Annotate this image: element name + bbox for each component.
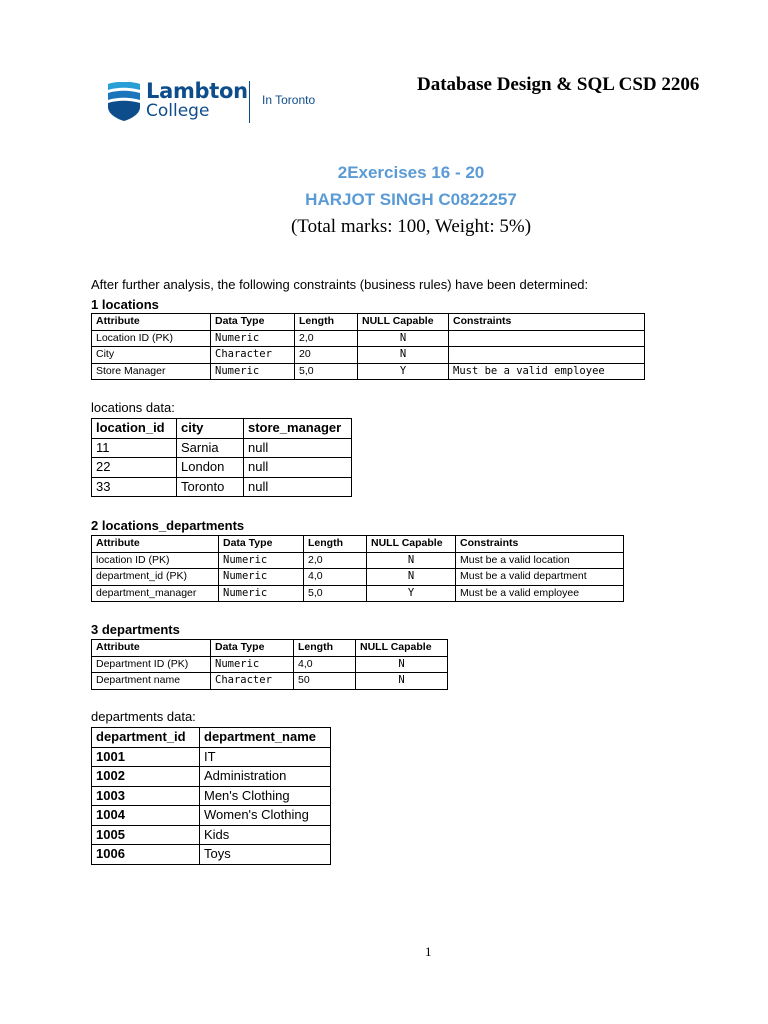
column-header: Data Type <box>219 536 304 553</box>
column-header: Data Type <box>211 314 295 331</box>
column-header: city <box>177 419 244 439</box>
table-cell: 22 <box>92 458 177 478</box>
table-row <box>92 673 448 690</box>
table-row <box>92 806 331 826</box>
table-cell: 20 <box>295 347 358 364</box>
table-header-row <box>92 314 645 331</box>
logo-subtitle: College <box>146 101 210 121</box>
table-cell: 1005 <box>92 825 200 845</box>
departments-schema-table <box>91 639 448 690</box>
table-cell <box>449 330 645 347</box>
table-cell: N <box>356 656 448 673</box>
table-row <box>92 747 331 767</box>
table-row <box>92 786 331 806</box>
departments-heading: 3 departments <box>91 622 180 637</box>
logo-shield-icon <box>107 82 141 122</box>
table-cell: 50 <box>294 673 356 690</box>
total-marks: (Total marks: 100, Weight: 5%) <box>290 216 532 237</box>
table-cell <box>449 347 645 364</box>
table-cell: Character <box>211 347 295 364</box>
table-cell: Numeric <box>211 656 294 673</box>
table-cell: N <box>367 569 456 586</box>
table-cell: Toronto <box>177 477 244 497</box>
logo-wordmark: Lambton <box>146 79 248 103</box>
table-cell: Numeric <box>219 585 304 602</box>
table-cell: Character <box>211 673 294 690</box>
table-cell: department_id (PK) <box>92 569 219 586</box>
table-row <box>92 656 448 673</box>
table-cell: City <box>92 347 211 364</box>
table-row <box>92 585 624 602</box>
column-header: Data Type <box>211 640 294 657</box>
table-cell: 1002 <box>92 767 200 787</box>
table-cell: null <box>244 438 352 458</box>
column-header: Constraints <box>449 314 645 331</box>
locations-departments-heading: 2 locations_departments <box>91 518 245 533</box>
table-row <box>92 363 645 380</box>
table-cell: Store Manager <box>92 363 211 380</box>
column-header: Length <box>294 640 356 657</box>
table-cell: Numeric <box>211 363 295 380</box>
departments-data-caption: departments data: <box>91 709 196 724</box>
table-cell: Department ID (PK) <box>92 656 211 673</box>
logo-tagline: In Toronto <box>262 93 316 107</box>
column-header: Attribute <box>92 640 211 657</box>
table-cell: Numeric <box>211 330 295 347</box>
table-header-row <box>92 419 352 439</box>
table-row <box>92 458 352 478</box>
table-cell: 11 <box>92 438 177 458</box>
table-cell: 33 <box>92 477 177 497</box>
table-cell: 1003 <box>92 786 200 806</box>
table-row <box>92 569 624 586</box>
table-cell: 1006 <box>92 845 200 865</box>
table-cell: N <box>367 552 456 569</box>
column-header: Length <box>295 314 358 331</box>
logo-divider <box>249 81 250 123</box>
table-row <box>92 477 352 497</box>
table-cell: Must be a valid department <box>456 569 624 586</box>
table-cell: 5,0 <box>295 363 358 380</box>
locations-data-caption: locations data: <box>91 400 175 415</box>
table-cell: Y <box>358 363 449 380</box>
departments-data-table <box>91 727 331 865</box>
course-title: Database Design & SQL CSD 2206 <box>417 74 700 95</box>
table-row <box>92 552 624 569</box>
table-cell: N <box>356 673 448 690</box>
table-cell: Sarnia <box>177 438 244 458</box>
table-cell: 2,0 <box>304 552 367 569</box>
intro-paragraph: After further analysis, the following constraints (business rules) have been determined: <box>91 277 589 292</box>
table-cell: London <box>177 458 244 478</box>
locations-schema-table <box>91 313 645 380</box>
table-cell: Location ID (PK) <box>92 330 211 347</box>
column-header: Attribute <box>92 314 211 331</box>
table-cell: 4,0 <box>294 656 356 673</box>
table-cell: Department name <box>92 673 211 690</box>
table-cell: Must be a valid location <box>456 552 624 569</box>
table-cell: N <box>358 347 449 364</box>
table-cell: null <box>244 458 352 478</box>
column-header: NULL Capable <box>358 314 449 331</box>
table-cell: Kids <box>200 825 331 845</box>
document-title: 2Exercises 16 - 20 <box>337 163 485 182</box>
locations-departments-schema-table <box>91 535 624 602</box>
column-header: department_name <box>200 728 331 748</box>
page-number: 1 <box>425 944 432 959</box>
table-cell: Women's Clothing <box>200 806 331 826</box>
locations-heading: 1 locations <box>91 297 159 312</box>
table-header-row <box>92 728 331 748</box>
table-row <box>92 330 645 347</box>
table-cell: Numeric <box>219 569 304 586</box>
column-header: location_id <box>92 419 177 439</box>
column-header: store_manager <box>244 419 352 439</box>
table-cell: Administration <box>200 767 331 787</box>
table-cell: null <box>244 477 352 497</box>
table-row <box>92 767 331 787</box>
table-cell: location ID (PK) <box>92 552 219 569</box>
table-cell: Numeric <box>219 552 304 569</box>
table-cell: Y <box>367 585 456 602</box>
column-header: NULL Capable <box>356 640 448 657</box>
table-row <box>92 347 645 364</box>
table-cell: 1004 <box>92 806 200 826</box>
table-cell: 1001 <box>92 747 200 767</box>
column-header: NULL Capable <box>367 536 456 553</box>
document-author: HARJOT SINGH C0822257 <box>305 190 517 209</box>
table-header-row <box>92 536 624 553</box>
table-row <box>92 845 331 865</box>
column-header: Length <box>304 536 367 553</box>
locations-data-table <box>91 418 352 497</box>
table-cell: Must be a valid employee <box>449 363 645 380</box>
table-cell: IT <box>200 747 331 767</box>
column-header: department_id <box>92 728 200 748</box>
table-row <box>92 825 331 845</box>
column-header: Constraints <box>456 536 624 553</box>
table-cell: department_manager <box>92 585 219 602</box>
table-cell: Must be a valid employee <box>456 585 624 602</box>
table-cell: 4,0 <box>304 569 367 586</box>
table-row <box>92 438 352 458</box>
column-header: Attribute <box>92 536 219 553</box>
table-cell: 2,0 <box>295 330 358 347</box>
table-cell: Toys <box>200 845 331 865</box>
table-header-row <box>92 640 448 657</box>
table-cell: Men's Clothing <box>200 786 331 806</box>
table-cell: N <box>358 330 449 347</box>
table-cell: 5,0 <box>304 585 367 602</box>
college-logo <box>107 80 322 126</box>
